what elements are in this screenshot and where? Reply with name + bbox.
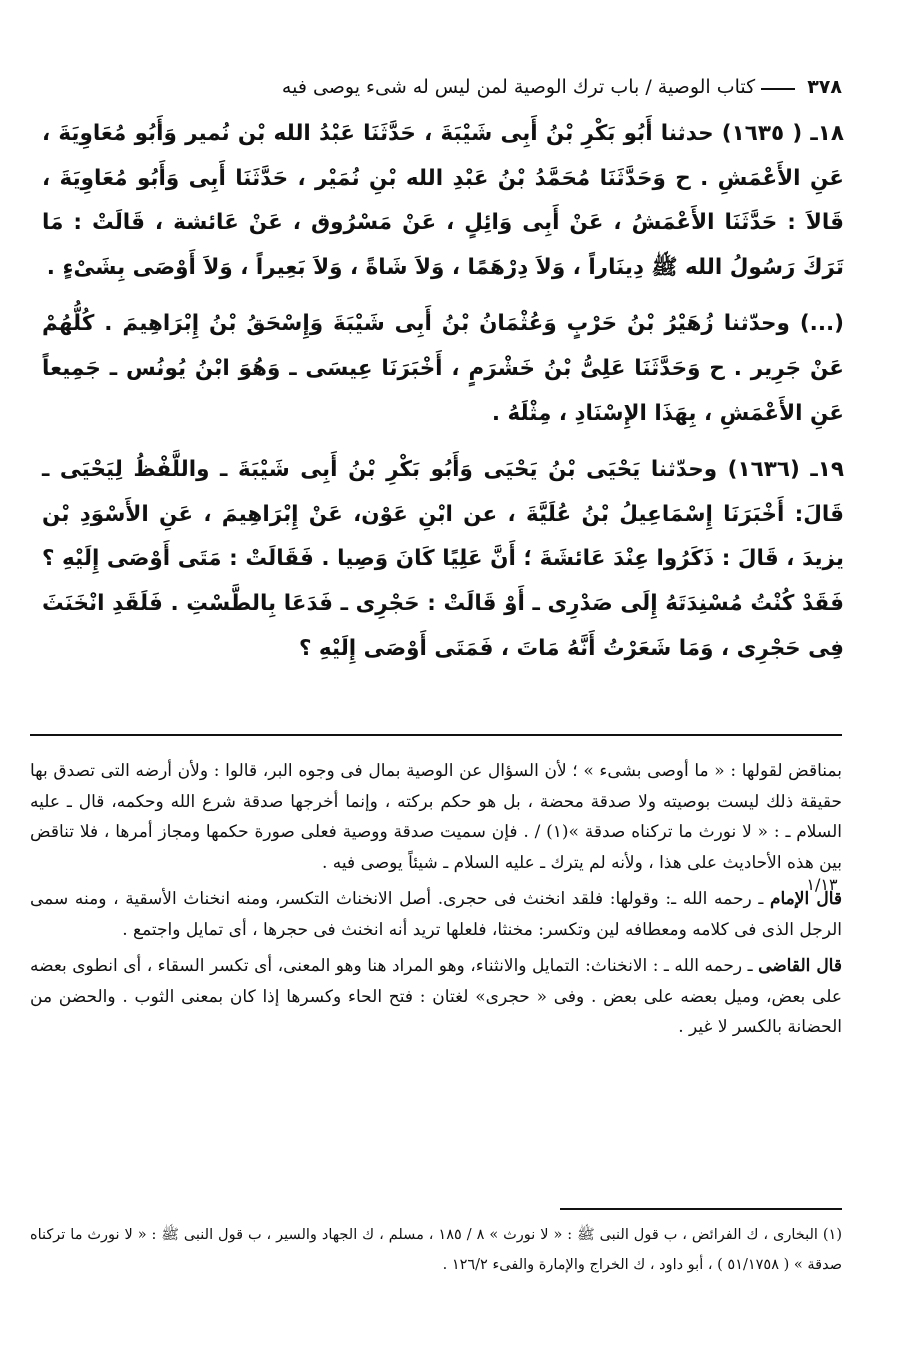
hadith-paragraph: (...) وحدّثنا زُهَيْرُ بْنُ حَرْبٍ وَعُثْمَانُ بْنُ أَبِى شَيْبَةَ وَإِسْحَقُ بْنُ إِبْرَاهِيمَ . كُلُّهُمْ عَنْ جَرِير . ح وَحَدَّثَنَا عَلِىُّ بْنُ خَشْرَمٍ ، أَخْبَرَنَا عِيسَى ـ وَهُوَ ابْنُ يُونُس ـ جَمِيعاً عَنِ الأَعْمَشِ ، بِهَذَا الإِسْنَادِ ، مِثْلَهُ . <box>42 311 844 426</box>
page-number: ٣٧٨ <box>807 76 842 98</box>
footnote-divider <box>560 1208 842 1210</box>
running-title: كتاب الوصية / باب ترك الوصية لمن ليس له شىء يوصى فيه <box>281 76 756 98</box>
commentary-text: ـ رحمه الله ـ: وقولها: فلقد انخنث فى حجرى. أصل الانخناث التكسر، ومنه انخناث الأسقية ، ومنه سمى الرجل الذى فى كلامه ومعطافه لين وتكسر: مخنثا، فلعلها تريد أنه انخنث فى حجرها ، أى تمايل واجتمع . <box>30 889 842 940</box>
running-header <box>42 60 842 98</box>
margin-reference: ١/١٣ <box>806 875 838 894</box>
commentary-speaker: قال القاضى <box>758 956 842 976</box>
commentary-paragraph <box>30 951 842 1043</box>
commentary-paragraph <box>30 884 842 945</box>
header-dash <box>761 88 795 90</box>
hadith-paragraph: ١٨ـ ( ١٦٣٥) حدثنا أَبُو بَكْرِ بْنُ أَبِى شَيْبَةَ ، حَدَّثَنَا عَبْدُ الله بْن نُمير وَأَبُو مُعَاوِيَةَ ، عَنِ الأَعْمَشِ . ح وَحَدَّثَنَا مُحَمَّدُ بْنُ عَبْدِ الله بْنِ نُمَيْر ، حَدَّثَنَا أَبِى وَأَبُو مُعَاوِيَةَ ، قَالاَ : حَدَّثَنَا الأَعْمَشُ ، عَنْ أَبِى وَائِلٍ ، عَنْ مَسْرُوق ، عَنْ عَائشة ، قَالَتْ : مَا تَرَكَ رَسُولُ الله ﷺ دِينَاراً ، وَلاَ دِرْهَمًا ، وَلاَ شَاةً ، وَلاَ بَعِيراً ، وَلاَ أَوْصَى بِشَىْءٍ . <box>42 121 844 280</box>
footnotes <box>30 1220 842 1280</box>
commentary-paragraph <box>30 756 842 878</box>
hadith-paragraph: ١٩ـ (١٦٣٦) وحدّثنا يَحْيَى بْنُ يَحْيَى وَأَبُو بَكْرِ بْنُ أَبِى شَيْبَةَ ـ واللَّفْظُ لِيَحْيَى ـ قَالَ: أَخْبَرَنَا إِسْمَاعِيلُ بْنُ عُلَيَّةَ ، عن ابْنِ عَوْن، عَنْ إِبْرَاهِيمَ ، عَنِ الأَسْوَدِ بْن يزيدَ ، قَالَ : ذَكَرُوا عِنْدَ عَائشَةَ ؛ أَنَّ عَلِيًا كَانَ وَصِيا . فَقَالَتْ : مَتَى أَوْصَى إِلَيْهِ ؟ فَقَدْ كُنْتُ مُسْنِدَتَهُ إِلَى صَدْرِى ـ أَوْ قَالَتْ : حَجْرِى ـ فَدَعَا بِالطَّسْتِ . فَلَقَدِ انْخَنَثَ فِى حَجْرِى ، وَمَا شَعَرْتُ أَنَّهُ مَاتَ ، فَمَتَى أَوْصَى إِلَيْهِ ؟ <box>42 457 844 661</box>
commentary-speaker: قال الإمام <box>769 889 842 909</box>
commentary <box>30 756 842 1043</box>
commentary-text: بمناقض لقولها : « ما أوصى بشىء » ؛ لأن السؤال عن الوصية بمال فى وجوه البر، قالوا : ولأن أرضه التى تصدق بها حقيقة ذلك ليست بوصيته ولا صدقة محضة ، بل هو حكم بركته ، وإنما أخرجها صدقة شرع الله وحكمه، قال ـ عليه السلام ـ : « لا نورث ما تركناه صدقة »(١) / . فإن سميت صدقة ووصية فعلى صورة حكمها ومجاز أمرها ، فلا تناقض بين هذه الأحاديث على هذا ، ولأنه لم يترك ـ عليه السلام ـ شيئاً يوصى فيه . <box>30 761 842 873</box>
footnote: (١) البخارى ، ك الفرائض ، ب قول النبى ﷺ : « لا نورث » ٨ / ١٨٥ ، مسلم ، ك الجهاد والسير ، ب قول النبى ﷺ : « لا نورث ما تركناه صدقة » ( ٥١/١٧٥٨ ) ، أبو داود ، ك الخراج والإمارة والفىء ١٢٦/٢ . <box>30 1227 842 1273</box>
hadith-text <box>42 112 844 671</box>
commentary-text: ـ رحمه الله ـ : الانخناث: التمايل والانثناء، وهو المراد هنا وهو المعنى، أى تكسر السقاء ، أى انطوى بعضه على بعض، وميل بعضه على بعض . وفى « حجرى» لغتان : فتح الحاء وكسرها إذا كان بمعنى الثوب . والحضن من الحضانة بالكسر لا غير . <box>30 956 842 1037</box>
text-commentary-divider <box>30 734 842 736</box>
